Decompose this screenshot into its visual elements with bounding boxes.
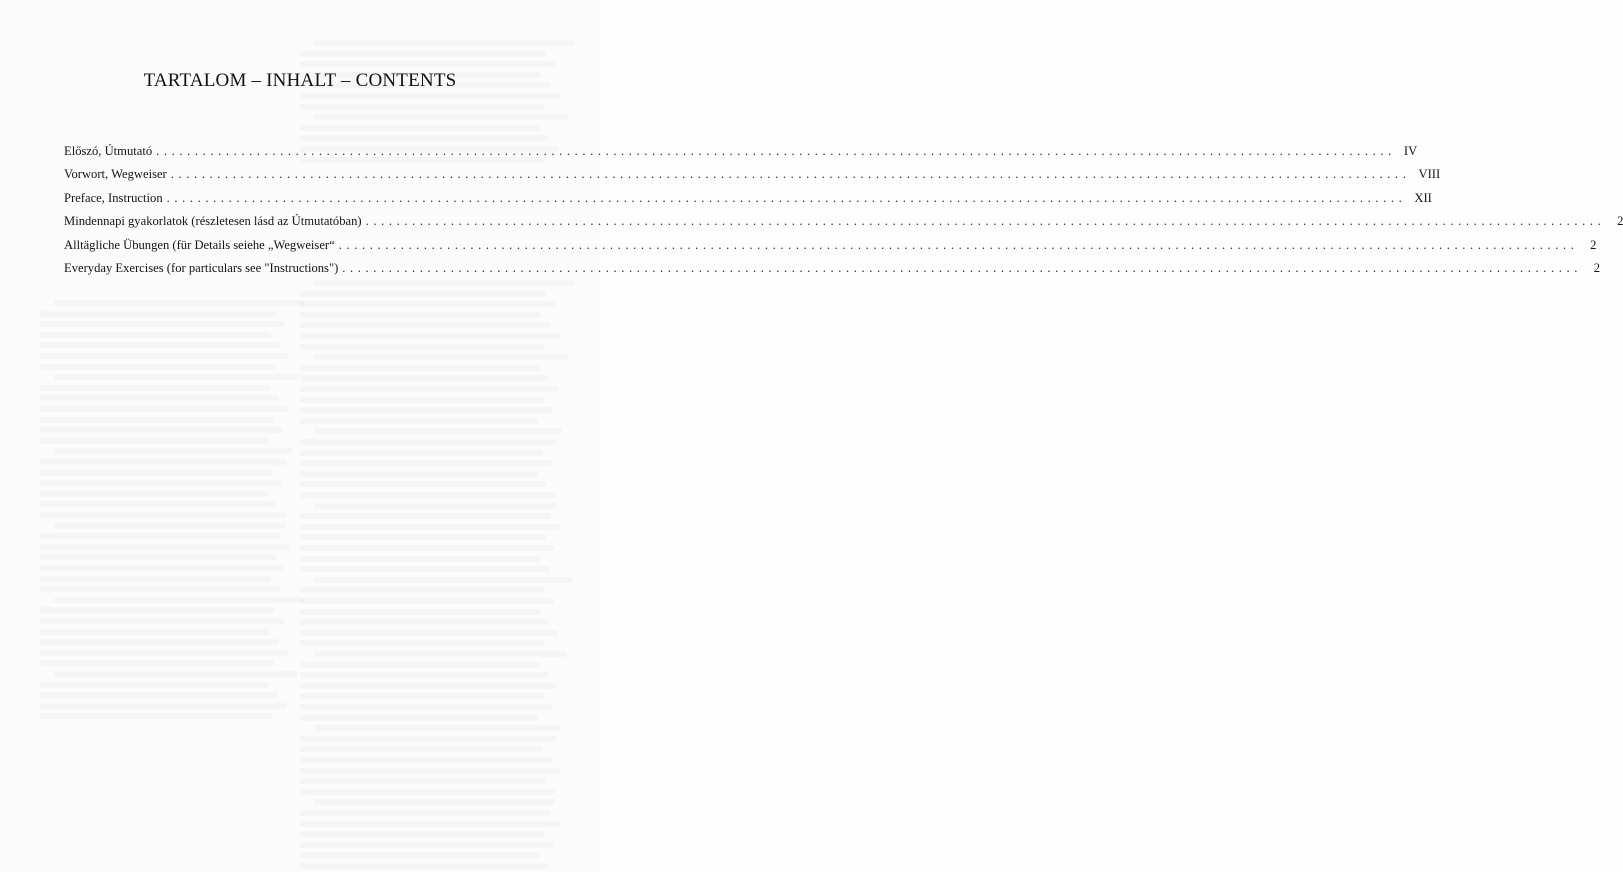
toc-entry-page: VIII [1418, 167, 1441, 182]
bleed-through-line [40, 703, 287, 709]
toc-entry [64, 210, 1623, 233]
bleed-through-line [300, 333, 559, 339]
bleed-through-line [300, 397, 544, 403]
bleed-through-line [300, 439, 557, 445]
bleed-through-line [300, 492, 556, 498]
toc-entry [64, 257, 1601, 280]
bleed-through-line [300, 61, 555, 67]
bleed-through-line [40, 385, 270, 391]
bleed-through-line [40, 353, 289, 359]
toc-entry-page: XII [1414, 190, 1432, 205]
bleed-through-line [314, 40, 574, 46]
bleed-through-line [300, 524, 560, 530]
bleed-through-line [300, 715, 538, 721]
bleed-through-line [40, 459, 287, 465]
toc-leader-dots: ................................................................................................................................................................ [170, 167, 1411, 182]
bleed-through-line [300, 386, 558, 392]
bleed-through-line [300, 831, 545, 837]
page-title: TARTALOM – INHALT – CONTENTS [143, 70, 457, 91]
bleed-through-line [300, 460, 552, 466]
bleed-through-line [300, 789, 555, 795]
bleed-through-line [40, 438, 269, 444]
bleed-through-line [40, 629, 270, 635]
bleed-through-line [54, 597, 303, 603]
bleed-through-line [300, 471, 538, 477]
bleed-through-line [314, 503, 556, 509]
bleed-through-line [40, 618, 284, 624]
toc-leader-dots: ................................................................................................................................................................ [338, 237, 1579, 252]
toc-entry-label: Alltägliche Übungen (für Details seiehe „Wegweiser“ [64, 237, 335, 252]
bleed-through-line [54, 300, 304, 306]
toc-leader-dots: ................................................................................................................................................................ [166, 190, 1407, 205]
bleed-through-line [40, 406, 288, 412]
bleed-through-line [300, 545, 555, 551]
table-of-contents [64, 140, 1623, 280]
bleed-through-line [300, 344, 545, 350]
bleed-through-line [40, 395, 279, 401]
bleed-through-line [300, 757, 551, 763]
bleed-through-line [314, 354, 568, 360]
bleed-through-line [300, 810, 550, 816]
bleed-through-line [40, 682, 269, 688]
bleed-through-line [40, 565, 285, 571]
bleed-through-line [314, 577, 573, 583]
toc-entry-page: IV [1403, 144, 1418, 158]
bleed-through-line [300, 598, 554, 604]
bleed-through-line [40, 342, 280, 348]
bleed-through-line [40, 470, 273, 476]
toc-entry-label: Everyday Exercises (for particulars see "Instructions") [64, 260, 339, 275]
bleed-through-line [40, 512, 286, 518]
bleed-through-line [40, 427, 283, 433]
toc-leader-dots: ................................................................................................................................................................ [156, 144, 1396, 158]
bleed-through-line [314, 799, 555, 805]
bleed-through-line [300, 821, 559, 827]
bleed-through-line [300, 375, 549, 381]
bleed-through-line [300, 736, 556, 742]
bleed-through-line [300, 301, 555, 307]
toc-entry-page: 2 [1617, 214, 1623, 229]
bleed-through-line [300, 693, 543, 699]
bleed-through-line [300, 842, 554, 848]
bleed-through-line [40, 576, 271, 582]
bleed-through-line [300, 746, 542, 752]
bleed-through-line [300, 291, 546, 297]
bleed-through-line [300, 768, 560, 774]
bleed-through-line [300, 513, 551, 519]
bleed-through-line [300, 312, 541, 318]
bleed-through-line [40, 533, 281, 539]
bleed-through-line [40, 480, 282, 486]
bleed-through-line [300, 125, 540, 131]
toc-entry [64, 187, 1432, 210]
bleed-through-line [40, 491, 268, 497]
bleed-through-line [300, 662, 539, 668]
toc-entry-label: Preface, Instruction [64, 190, 163, 205]
toc-entry [64, 140, 1418, 163]
bleed-through-line [54, 374, 298, 380]
bleed-through-line [300, 556, 541, 562]
toc-entry-page: 2 [1590, 237, 1597, 252]
bleed-through-line [314, 280, 574, 286]
bleed-through-line [40, 650, 288, 656]
bleed-through-line [300, 365, 540, 371]
bleed-through-line [314, 651, 567, 657]
bleed-through-line [300, 534, 546, 540]
bleed-through-line [40, 364, 275, 370]
bleed-through-line [300, 672, 548, 678]
bleed-through-line [40, 311, 276, 317]
bleed-through-line [300, 481, 547, 487]
bleed-through-line [300, 630, 558, 636]
bleed-through-line [300, 852, 540, 858]
bleed-through-line [40, 586, 280, 592]
bleed-through-line [300, 407, 553, 413]
bleed-through-line [300, 640, 544, 646]
bleed-through-line [300, 418, 539, 424]
bleed-through-line [40, 321, 285, 327]
bleed-through-line [300, 566, 550, 572]
bleed-through-line [300, 51, 546, 57]
bleed-through-line [40, 660, 274, 666]
toc-entry-label: Előszó, Útmutató [64, 144, 153, 158]
toc-entry [64, 163, 1441, 186]
bleed-through-line [40, 713, 273, 719]
toc-leader-dots: ................................................................................................................................................................ [342, 260, 1583, 275]
bleed-through-line [40, 607, 275, 613]
bleed-through-line [300, 587, 545, 593]
bleed-through-line [40, 639, 279, 645]
bleed-through-line [54, 448, 292, 454]
bleed-through-line [40, 544, 290, 550]
toc-entry [64, 234, 1597, 257]
bleed-through-line [40, 332, 271, 338]
bleed-through-line [40, 554, 276, 560]
toc-entry-label: Mindennapi gyakorlatok (részletesen lásd az Útmutatóban) [64, 214, 362, 229]
bleed-through-line [300, 322, 550, 328]
bleed-through-line [300, 609, 540, 615]
bleed-through-line [300, 93, 559, 99]
toc-entry-label: Vorwort, Wegweiser [64, 167, 167, 182]
bleed-through-line [40, 692, 278, 698]
bleed-through-line [54, 523, 286, 529]
bleed-through-line [300, 683, 557, 689]
bleed-through-line [40, 501, 277, 507]
bleed-through-line [314, 428, 562, 434]
bleed-through-line [300, 104, 545, 110]
bleed-through-line [314, 114, 568, 120]
bleed-through-line [300, 619, 549, 625]
toc-leader-dots: ................................................................................................................................................................ [365, 214, 1606, 229]
bleed-through-line [314, 725, 561, 731]
bleed-through-line [40, 417, 274, 423]
bleed-through-line [300, 450, 543, 456]
toc-entry-page: 2 [1593, 260, 1601, 275]
bleed-through-line [300, 778, 546, 784]
bleed-through-line [300, 863, 549, 869]
bleed-through-line [54, 671, 297, 677]
bleed-through-line [300, 704, 552, 710]
